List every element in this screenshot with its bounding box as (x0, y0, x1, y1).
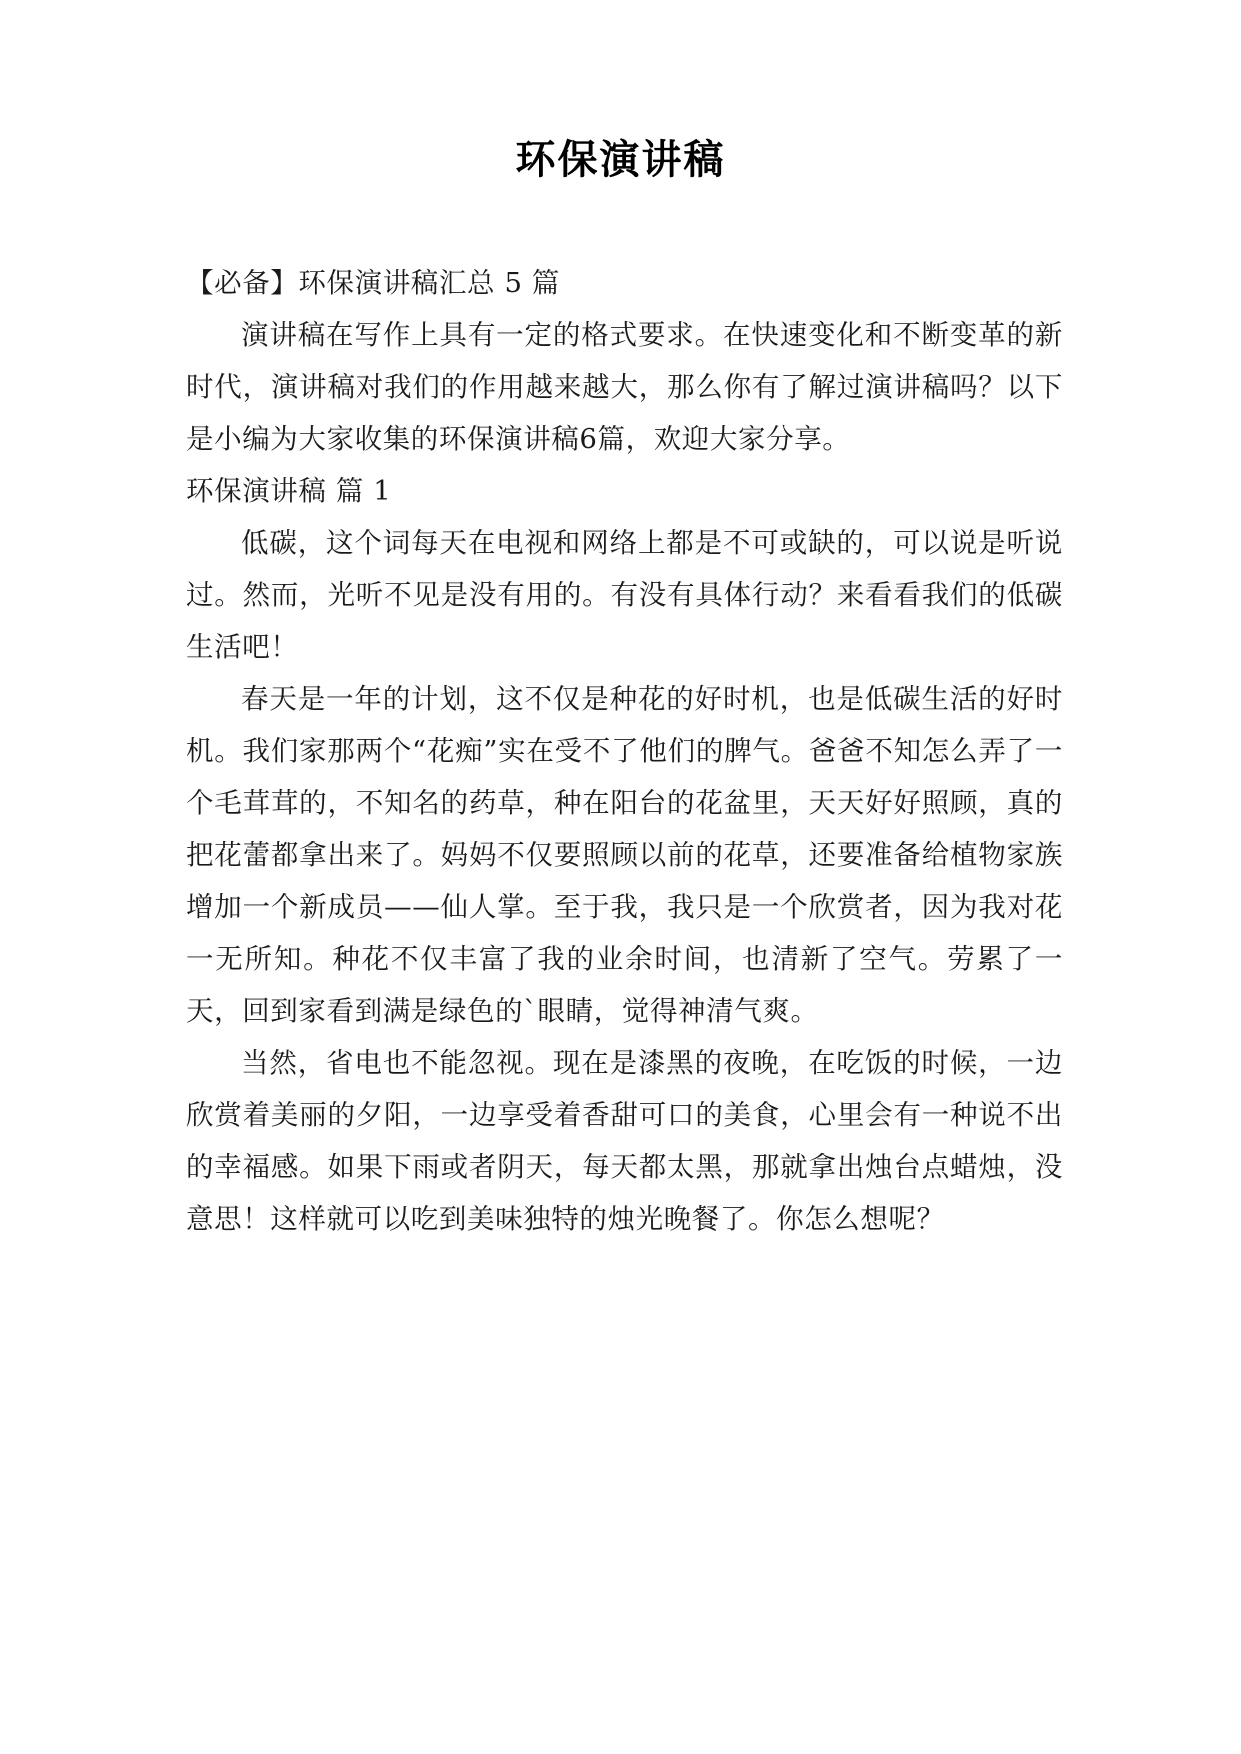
section-heading-part-1: 环保演讲稿 篇 1 (186, 475, 392, 507)
document-body (0, 257, 1241, 1245)
paragraph-spring-planting: 春天是一年的计划，这不仅是种花的好时机，也是低碳生活的好时机。我们家那两个“花痴”实在受不了他们的脾气。爸爸不知怎么弄了一个毛茸茸的，不知名的药草，种在阳台的花盆里，天天好好照顾，真的把花蕾都拿出来了。妈妈不仅要照顾以前的花草，还要准备给植物家族增加一个新成员——仙人掌。至于我，我只是一个欣赏者，因为我对花一无所知。种花不仅丰富了我的业余时间，也清新了空气。劳累了一天，回到家看到满是绿色的`眼睛，觉得神清气爽。 (186, 683, 1063, 1027)
paragraph-saving-electricity: 当然，省电也不能忽视。现在是漆黑的夜晚，在吃饭的时候，一边欣赏着美丽的夕阳，一边享受着香甜可口的美食，心里会有一种说不出的幸福感。如果下雨或者阴天，每天都太黑，那就拿出烛台点蜡烛，没意思！这样就可以吃到美味独特的烛光晚餐了。你怎么想呢？ (186, 1047, 1063, 1235)
paragraph-intro: 演讲稿在写作上具有一定的格式要求。在快速变化和不断变革的新时代，演讲稿对我们的作用越来越大，那么你有了解过演讲稿吗？以下是小编为大家收集的环保演讲稿6篇，欢迎大家分享。 (186, 319, 1063, 455)
section-heading: 【必备】环保演讲稿汇总 5 篇 (186, 267, 560, 299)
page-title: 环保演讲稿 (515, 137, 726, 183)
paragraph-low-carbon: 低碳，这个词每天在电视和网络上都是不可或缺的，可以说是听说过。然而，光听不见是没有用的。有没有具体行动？来看看我们的低碳生活吧！ (186, 527, 1063, 663)
